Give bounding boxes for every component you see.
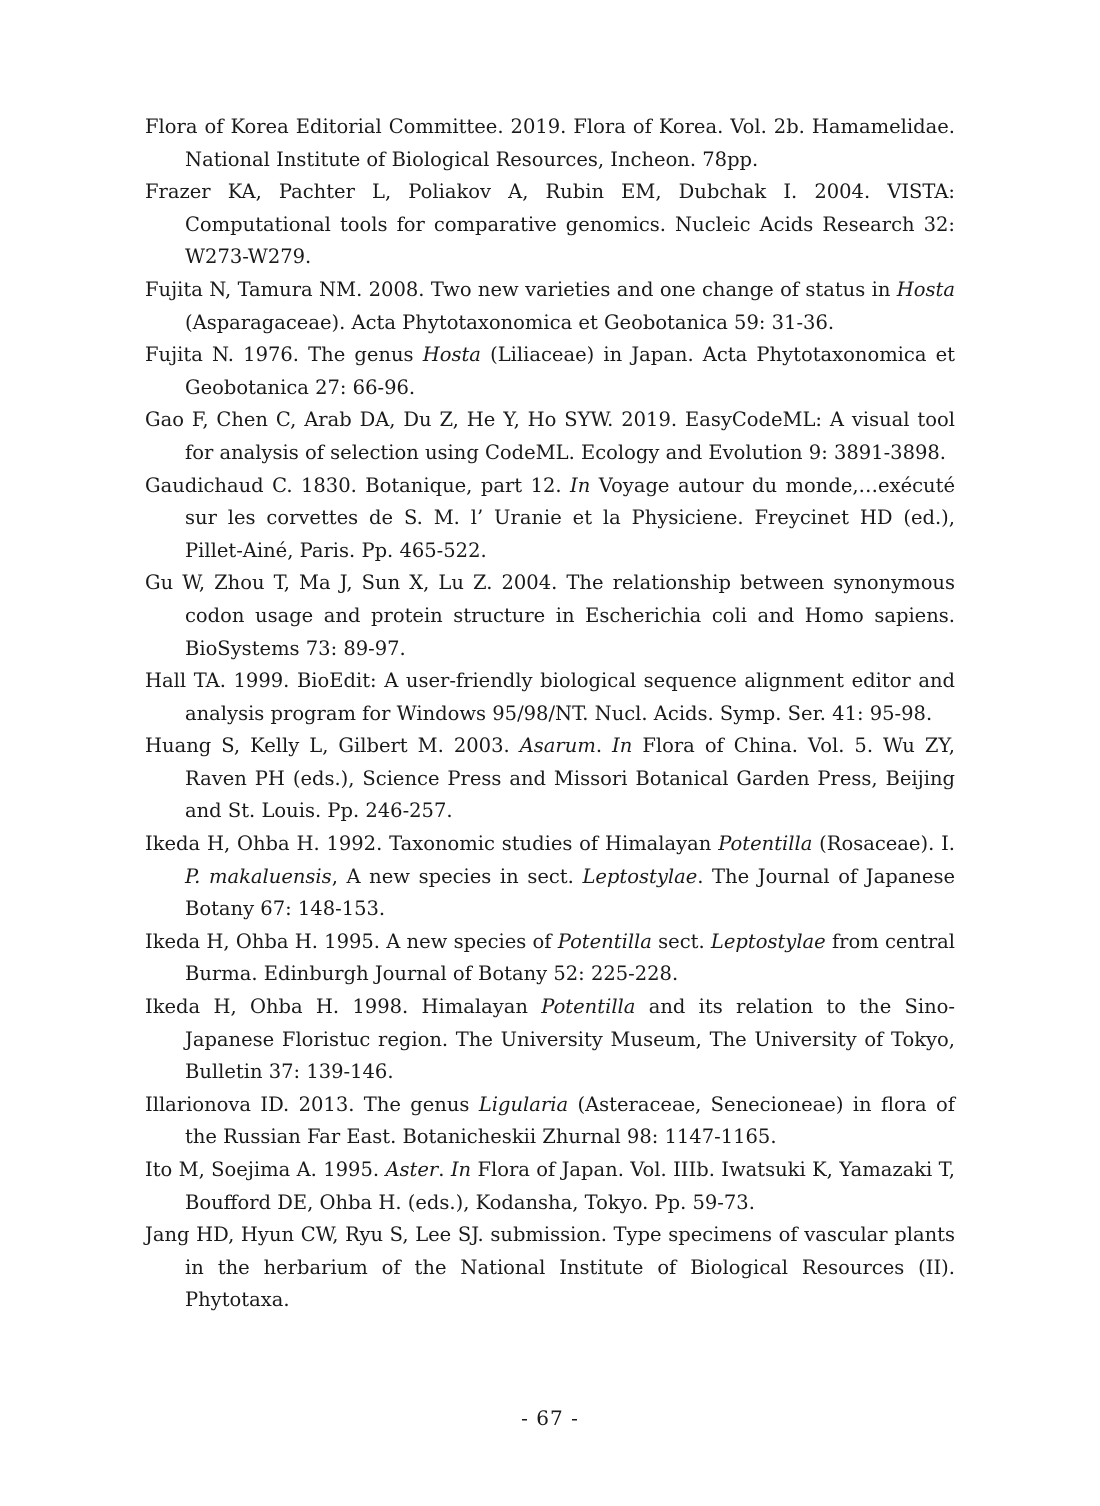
reference-text: . The Journal of Japanese Botany 67: 148-153. — [185, 864, 955, 921]
reference-text: sect. — [651, 929, 711, 953]
reference-text: Hall TA. 1999. BioEdit: A user-friendly biological sequence alignment editor and analysis program for Windows 95/98/NT. Nucl. Acids. Symp. Ser. 41: 95-98. — [145, 669, 955, 725]
italic-text: Potentilla — [557, 929, 652, 953]
reference-entry — [145, 1089, 955, 1154]
italic-text: Ligularia — [478, 1092, 569, 1116]
reference-entry — [145, 828, 955, 926]
italic-text: Hosta — [896, 277, 955, 301]
reference-entry — [145, 730, 955, 828]
reference-entry — [145, 111, 955, 176]
italic-text: P. makaluensis — [185, 864, 332, 888]
italic-text: Potentilla — [541, 995, 636, 1019]
reference-entry — [145, 1154, 955, 1219]
reference-text: . — [438, 1158, 451, 1181]
reference-text: . — [595, 734, 613, 758]
reference-entry — [145, 274, 955, 339]
reference-entry — [145, 567, 955, 665]
reference-text: Illarionova ID. 2013. The genus — [145, 1092, 479, 1116]
reference-entry — [145, 404, 955, 469]
reference-text: Gaudichaud C. 1830. Botanique, part 12. — [145, 473, 571, 497]
reference-text: Gao F, Chen C, Arab DA, Du Z, He Y, Ho SYW. 2019. EasyCodeML: A visual tool for analysis of selection using CodeML. Ecology and Evolution 9: 3891-3898. — [145, 408, 955, 464]
reference-text: (Liliaceae) in Japan. Acta Phytotaxonomica et Geobotanica 27: 66-96. — [185, 343, 955, 399]
page-number: - 67 - — [521, 1406, 579, 1430]
reference-text: Huang S, Kelly L, Gilbert M. 2003. — [145, 734, 520, 758]
reference-text: Ikeda H, Ohba H. 1992. Taxonomic studies of Himalayan — [145, 832, 719, 856]
italic-text: Aster — [385, 1158, 439, 1181]
reference-text: (Asparagaceae). Acta Phytotaxonomica et Geobotanica 59: 31-36. — [185, 310, 835, 334]
reference-text: Flora of Japan. Vol. IIIb. Iwatsuki K, Yamazaki T, Boufford DE, Ohba H. (eds.), Kodansha, Tokyo. Pp. 59-73. — [185, 1158, 955, 1214]
reference-text: Fujita N, Tamura NM. 2008. Two new varieties and one change of status in — [145, 277, 897, 301]
reference-text: Ikeda H, Ohba H. 1998. Himalayan — [145, 995, 542, 1019]
reference-text: Flora of Korea Editorial Committee. 2019. Flora of Korea. Vol. 2b. Hamamelidae. National Institute of Biological Resources, Incheon. 78pp. — [145, 115, 955, 171]
reference-entry — [145, 176, 955, 274]
reference-text: Flora of China. Vol. 5. Wu ZY, Raven PH (eds.), Science Press and Missori Botanical Garden Press, Beijing and St. Louis. Pp. 246-257. — [185, 734, 955, 823]
italic-text: In — [570, 473, 591, 497]
reference-entry — [145, 926, 955, 991]
reference-text: Jang HD, Hyun CW, Ryu S, Lee SJ. submission. Type specimens of vascular plants in the herbarium of the National Institute of Biological Resources (II). Phytotaxa. — [145, 1223, 955, 1312]
reference-text: Gu W, Zhou T, Ma J, Sun X, Lu Z. 2004. The relationship between synonymous codon usage and protein structure in Escherichia coli and Homo sapiens. BioSystems 73: 89-97. — [145, 571, 955, 660]
reference-text: Voyage autour du monde,…exécuté sur les corvettes de S. M. l’ Uranie et la Physiciene. Freycinet HD (ed.), Pillet-Ainé, Paris. Pp. 465-522. — [185, 473, 955, 562]
reference-text: (Rosaceae). I. — [812, 832, 955, 856]
reference-text: Fujita N. 1976. The genus — [145, 343, 423, 367]
reference-entry — [145, 470, 955, 568]
italic-text: Potentilla — [718, 832, 813, 856]
italic-text: Asarum — [519, 734, 596, 758]
reference-entry — [145, 339, 955, 404]
reference-text: , A new species in sect. — [331, 864, 583, 888]
reference-entry — [145, 665, 955, 730]
reference-text: from central Burma. Edinburgh Journal of Botany 52: 225-228. — [185, 929, 955, 986]
italic-text: In — [612, 734, 633, 758]
reference-text: Ito M, Soejima A. 1995. — [145, 1158, 386, 1181]
italic-text: Hosta — [422, 343, 481, 367]
reference-text: and its relation to the Sino-Japanese Floristuc region. The University Museum, The University of Tokyo, Bulletin 37: 139-146. — [185, 995, 956, 1084]
reference-entry — [145, 1219, 955, 1317]
italic-text: Leptostylae — [582, 864, 698, 888]
italic-text: In — [450, 1158, 472, 1181]
reference-entry — [145, 991, 955, 1089]
reference-text: (Asteraceae, Senecioneae) in flora of the Russian Far East. Botanicheskii Zhurnal 98: 1147-1165. — [185, 1092, 955, 1149]
reference-text: Ikeda H, Ohba H. 1995. A new species of — [145, 929, 558, 953]
reference-text: Frazer KA, Pachter L, Poliakov A, Rubin EM, Dubchak I. 2004. VISTA: Computational tools for comparative genomics. Nucleic Acids Research 32: W273-W279. — [145, 180, 955, 269]
reference-list — [145, 111, 955, 1317]
italic-text: Leptostylae — [710, 929, 826, 953]
